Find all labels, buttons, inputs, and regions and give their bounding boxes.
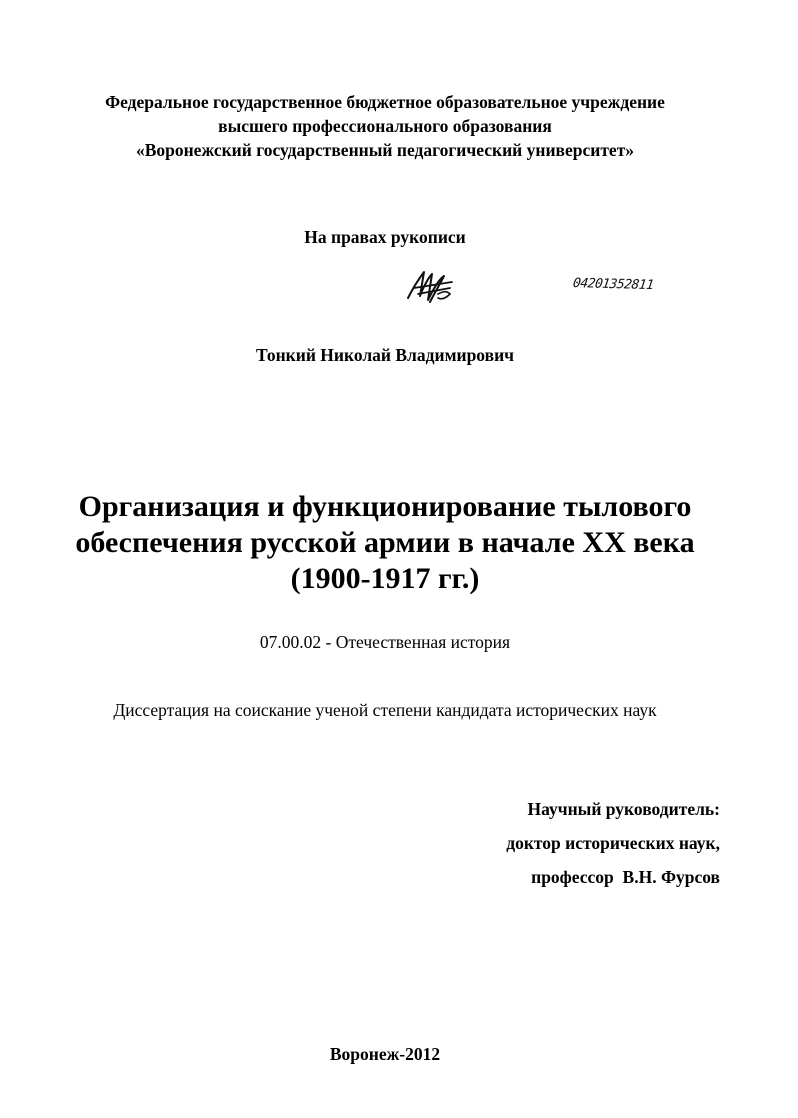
- supervisor-label: Научный руководитель:: [527, 799, 720, 819]
- supervisor-block: [506, 792, 720, 894]
- specialty-code: 07.00.02 - Отечественная история: [259, 632, 511, 652]
- institution-line-2: высшего профессионального образования: [218, 116, 552, 136]
- supervisor-name: профессор В.Н. Фурсов: [531, 867, 720, 887]
- author-name: Тонкий Николай Владимирович: [255, 345, 515, 365]
- title-line-3: (1900-1917 гг.): [290, 562, 480, 595]
- institution-header: [0, 90, 770, 162]
- institution-line-3: «Воронежский государственный педагогический университет»: [135, 140, 635, 160]
- city-year: Воронеж-2012: [329, 1044, 441, 1064]
- title-line-2: обеспечения русской армии в начале XX века: [75, 526, 695, 559]
- inventory-number: 04201352811: [572, 276, 655, 294]
- institution-line-1: Федеральное государственное бюджетное образовательное учреждение: [105, 92, 665, 112]
- dissertation-title: [0, 489, 770, 597]
- supervisor-rank: доктор исторических наук,: [506, 833, 720, 853]
- manuscript-note: На правах рукописи: [304, 227, 466, 247]
- handwritten-signature: [404, 268, 456, 308]
- title-line-1: Организация и функционирование тылового: [78, 490, 692, 523]
- degree-statement: Диссертация на соискание ученой степени кандидата исторических наук: [113, 700, 657, 720]
